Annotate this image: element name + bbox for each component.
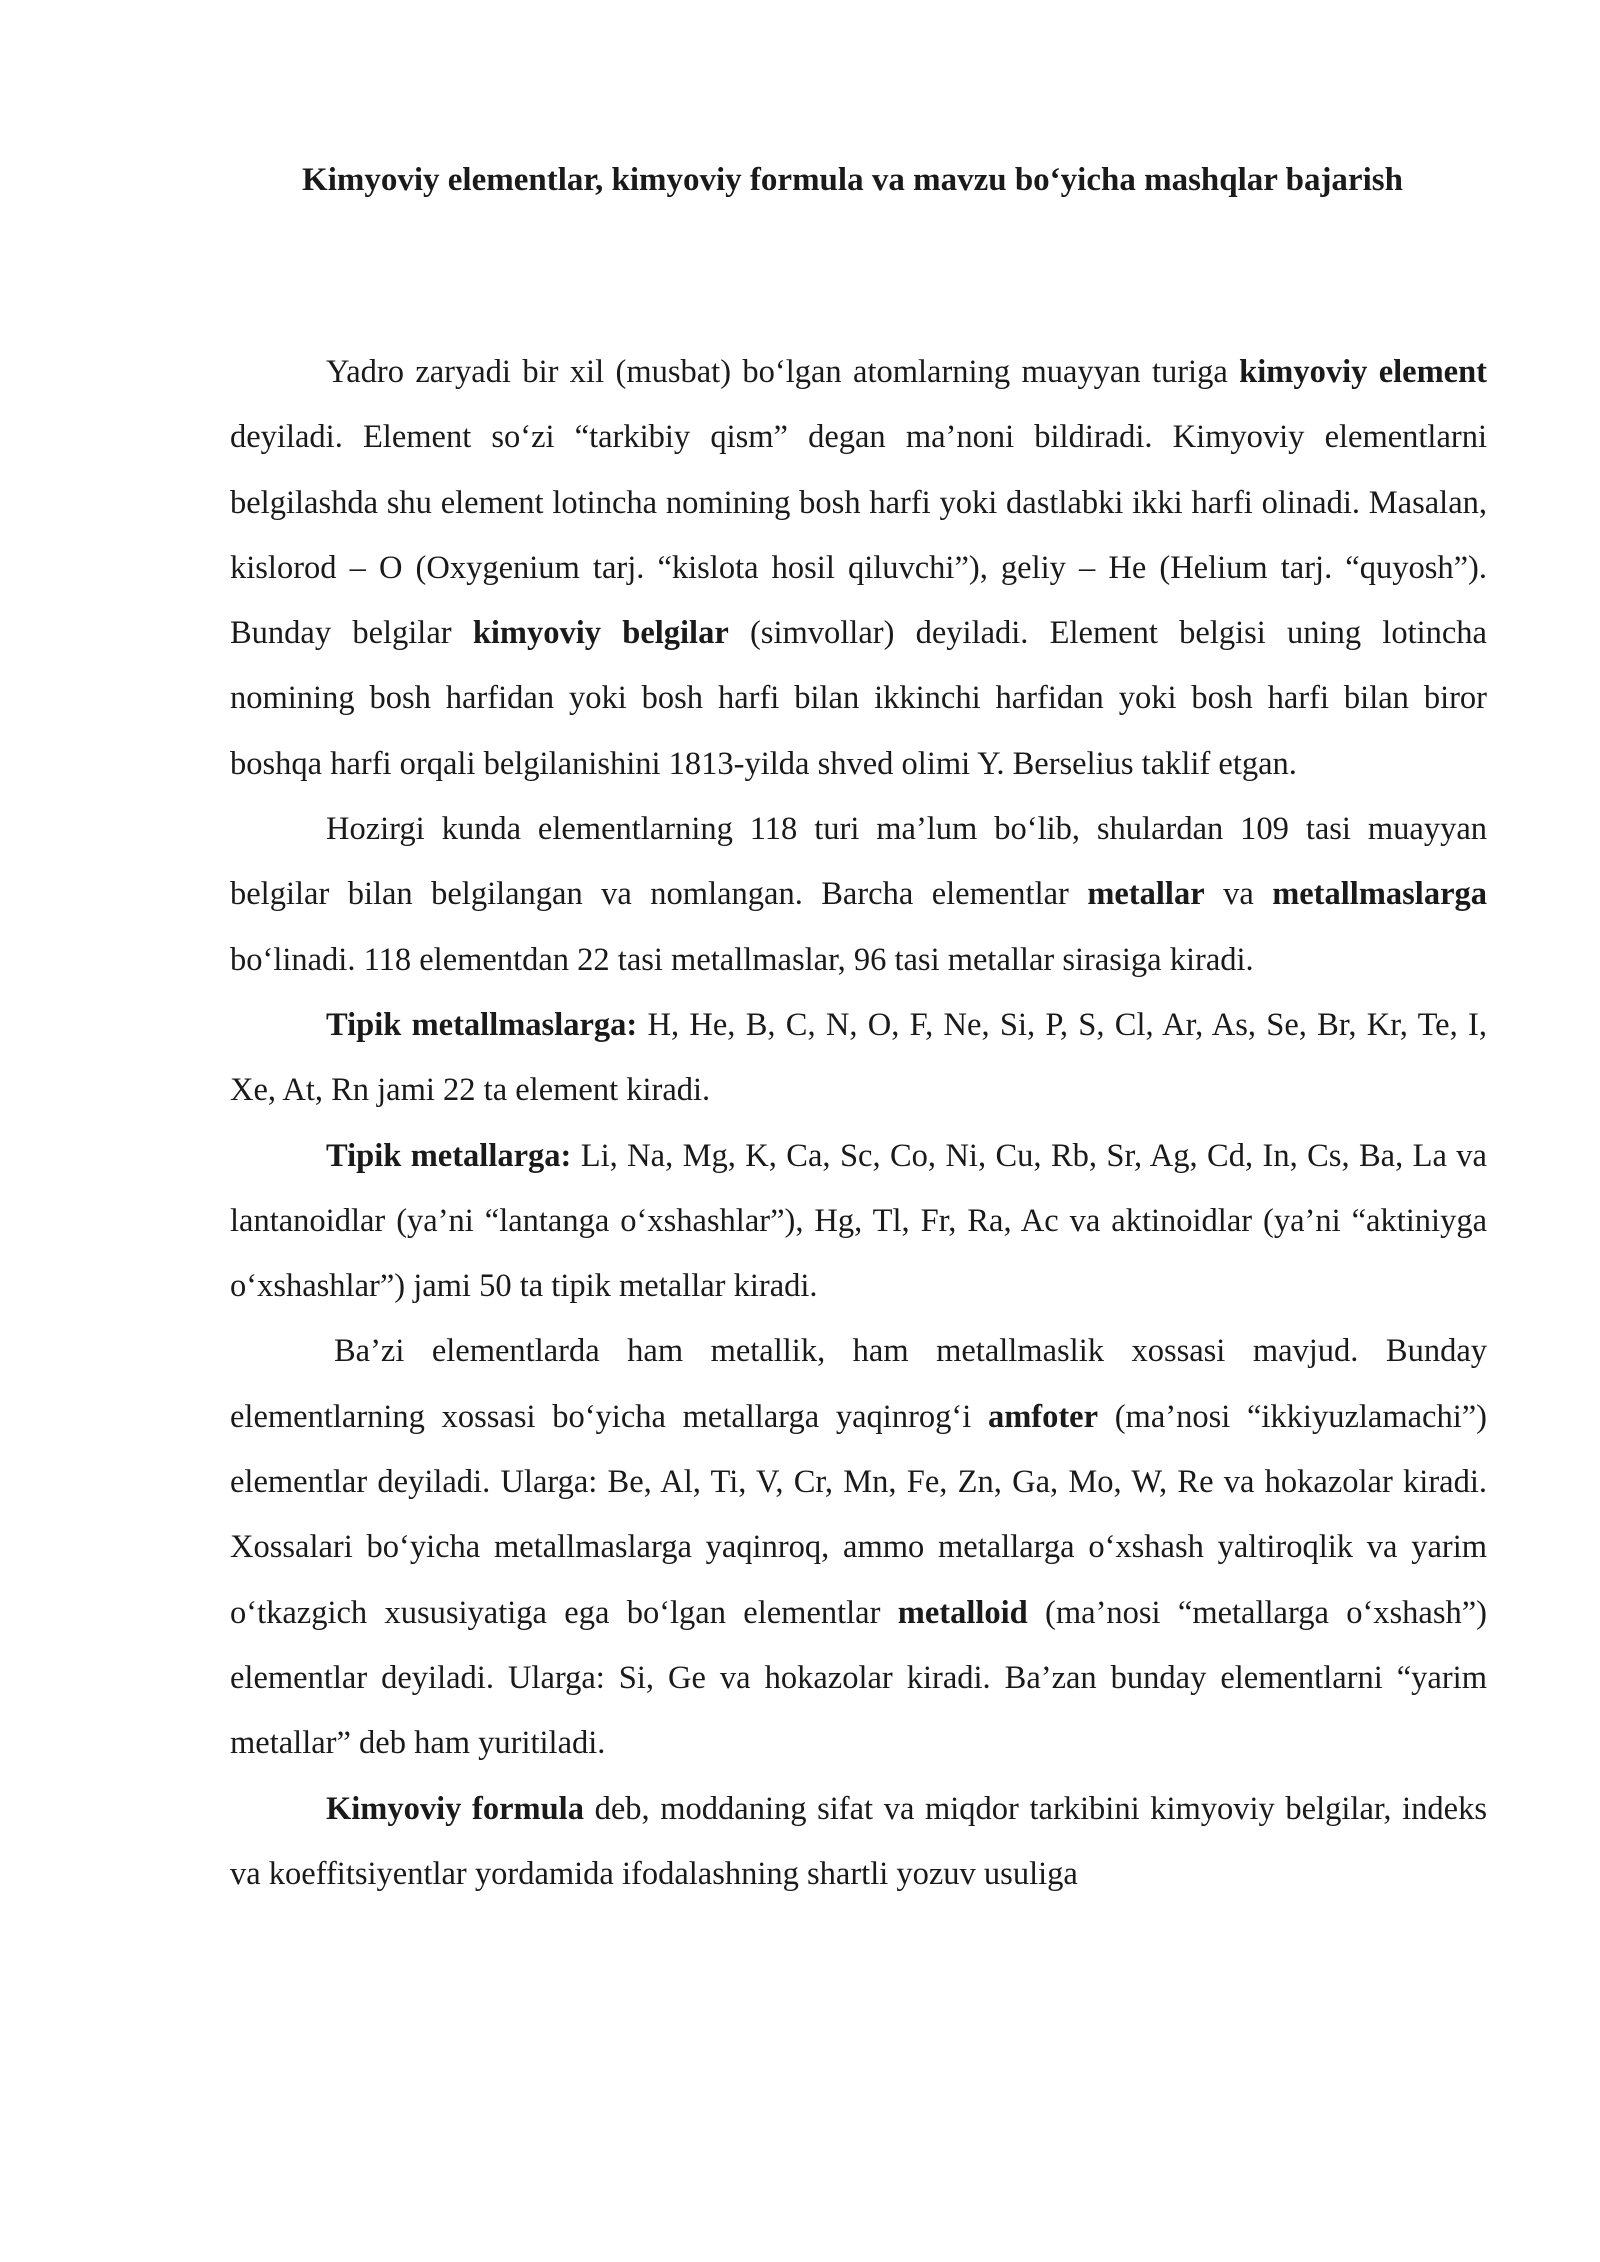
text-run: (simvollar) deyiladi. Element belgisi uning lotincha nomining bosh harfidan yoki bosh harfi bilan ikkinchi harfidan yoki bosh harfi bilan biror boshqa harfi orqali belgilanishini 1813-yilda shved olimi Y. Berselius taklif etgan. (230, 615, 1487, 782)
text-run: bo‘linadi. 118 elementdan 22 tasi metallmaslar, 96 tasi metallar sirasiga kiradi. (230, 941, 1254, 978)
bold-term: kimyoviy belgilar (472, 615, 729, 652)
text-run: (ma’nosi “ikkiyuzlamachi”) elementlar deyiladi. Ularga: Be, Al, Ti, V, Cr, Mn, Fe, Zn, Ga, Mo, W, Re va hokazolar kiradi. Xossalari bo‘yicha metallmaslarga yaqinroq, ammo metallarga o‘xshash yaltiroqlik va yarim o‘tkazgich xususiyatiga ega bo‘lgan elementlar (230, 1398, 1487, 1631)
text-run: va (1204, 876, 1273, 913)
bold-term: Kimyoviy formula (326, 1790, 584, 1827)
paragraph (230, 797, 1487, 993)
document-title: Kimyoviy elementlar, kimyoviy formula va mavzu bo‘yicha mashqlar bajarish (302, 162, 1403, 198)
paragraph (230, 1124, 1487, 1320)
paragraph (230, 340, 1487, 797)
paragraph (230, 993, 1487, 1124)
text-run: deb, moddaning sifat va miqdor tarkibini kimyoviy belgilar, indeks va koeffitsiyentlar yordamida ifodalashning shartli yozuv usuliga (230, 1790, 1487, 1892)
bold-term: Tipik metallarga: (326, 1137, 572, 1174)
bold-term: amfoter (987, 1398, 1099, 1435)
bold-term: Tipik metallmaslarga: (326, 1006, 638, 1043)
text-run: H, He, B, C, N, O, F, Ne, Si, P, S, Cl, Ar, As, Se, Br, Kr, Te, I, Xe, At, Rn jami 22 ta element kiradi. (230, 1006, 1487, 1109)
text-run: (ma’nosi “metallarga o‘xshash”) elementlar deyiladi. Ularga: Si, Ge va hokazolar kiradi. Ba’zan bunday elementlarni “yarim metallar” deb ham yuritiladi. (230, 1594, 1487, 1762)
paragraph (230, 1777, 1487, 1908)
text-run: Li, Na, Mg, K, Ca, Sc, Co, Ni, Cu, Rb, Sr, Ag, Cd, In, Cs, Ba, La va lantanoidlar (ya’ni “lantanga o‘xshashlar”), Hg, Tl, Fr, Ra, Ac va aktinoidlar (ya’ni “aktiniyga o‘xshashlar”) jami 50 ta tipik metallar kiradi. (230, 1137, 1487, 1305)
document-body (230, 340, 1487, 1907)
text-run: Yadro zaryadi bir xil (musbat) bo‘lgan atomlarning muayyan turiga (326, 354, 1240, 390)
bold-term: metalloid (897, 1594, 1028, 1631)
bold-term: metallmaslarga (1272, 876, 1487, 913)
text-run: Hozirgi kunda elementlarning 118 turi ma’lum bo‘lib, shulardan 109 tasi muayyan belgilar bilan belgilangan va nomlangan. Barcha elementlar (230, 811, 1487, 913)
text-run: deyiladi. Element so‘zi “tarkibiy qism” degan ma’noni bildiradi. Kimyoviy elementlarni belgilashda shu element lotincha nomining bosh harfi yoki dastlabki ikki harfi olinadi. Masalan, kislorod – O (Oxygenium tarj. “kislota hosil qiluvchi”), geliy – He (Helium tarj. “quyosh”). Bunday belgilar (230, 419, 1487, 652)
paragraph (230, 1319, 1487, 1776)
text-run: Ba’zi elementlarda ham metallik, ham metallmaslik xossasi mavjud. Bunday elementlarning xossasi bo‘yicha metallarga yaqinrog‘i (230, 1333, 1487, 1435)
bold-term: kimyoviy element (1239, 354, 1487, 390)
bold-term: metallar (1087, 876, 1205, 913)
